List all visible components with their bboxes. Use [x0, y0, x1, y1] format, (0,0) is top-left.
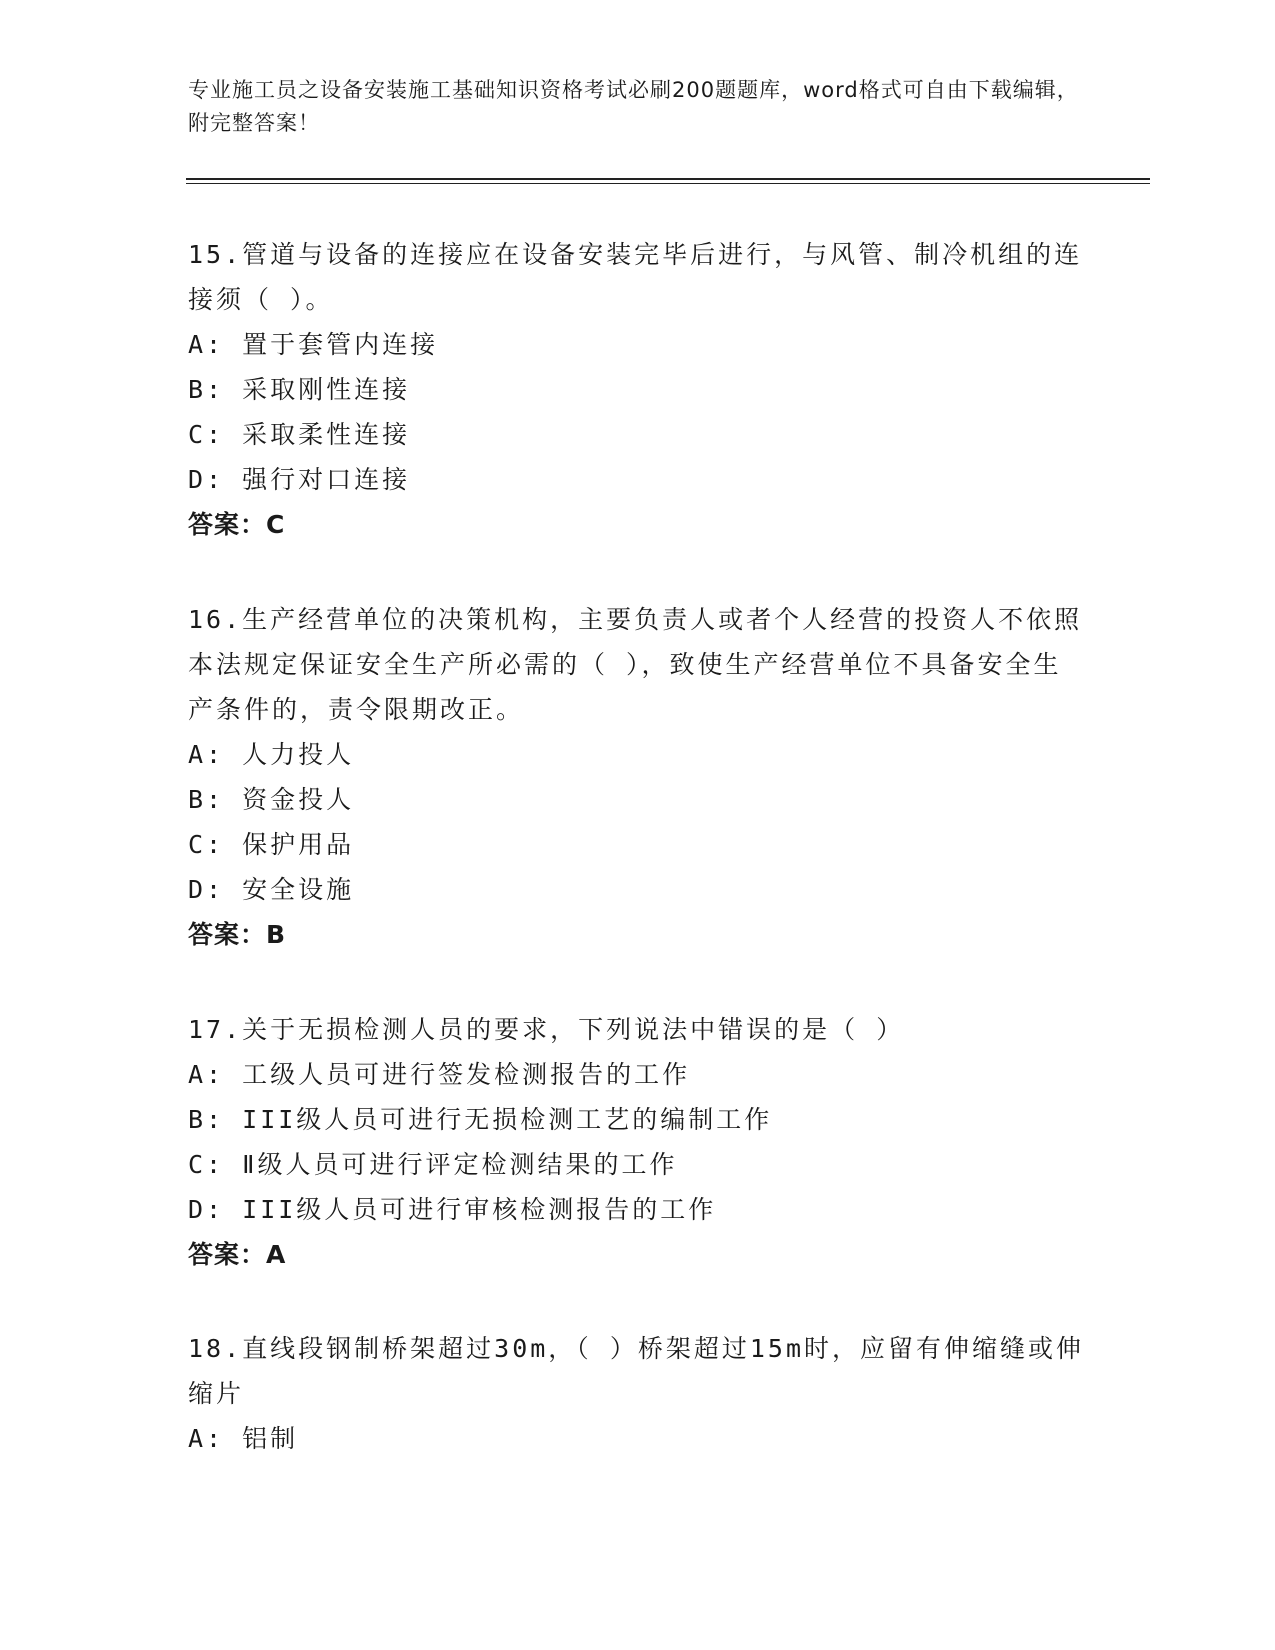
option-c: C: 保护用品 — [188, 830, 355, 859]
question-stem: 18.直线段钢制桥架超过30m，（ ）桥架超过15m时，应留有伸缩缝或伸缩片 — [188, 1334, 1085, 1408]
option-b: B: 资金投人 — [188, 785, 355, 814]
option-c: C: 采取柔性连接 — [188, 420, 411, 449]
option-a: A: 人力投人 — [188, 740, 355, 769]
option-a: A: 工级人员可进行签发检测报告的工作 — [188, 1060, 691, 1089]
question-17 — [188, 1007, 1088, 1277]
question-stem: 15.管道与设备的连接应在设备安装完毕后进行，与风管、制冷机组的连接须（ ）。 — [188, 240, 1083, 314]
question-18 — [188, 1326, 1088, 1461]
question-16 — [188, 597, 1088, 957]
question-15 — [188, 232, 1088, 547]
header-divider-thick — [186, 178, 1150, 180]
answer: 答案：B — [188, 920, 287, 949]
answer: 答案：C — [188, 510, 286, 539]
answer: 答案：A — [188, 1240, 287, 1269]
option-b: B: 采取刚性连接 — [188, 375, 411, 404]
option-d: D: III级人员可进行审核检测报告的工作 — [188, 1195, 717, 1224]
option-a: A: 铝制 — [188, 1424, 299, 1453]
option-d: D: 强行对口连接 — [188, 465, 411, 494]
option-b: B: III级人员可进行无损检测工艺的编制工作 — [188, 1105, 773, 1134]
question-stem: 16.生产经营单位的决策机构，主要负责人或者个人经营的投资人不依照本法规定保证安全生产所必需的（ ），致使生产经营单位不具备安全生产条件的，责令限期改正。 — [188, 605, 1083, 724]
header-divider-thin — [186, 183, 1150, 184]
option-a: A: 置于套管内连接 — [188, 330, 439, 359]
option-d: D: 安全设施 — [188, 875, 355, 904]
option-c: C: Ⅱ级人员可进行评定检测结果的工作 — [188, 1150, 678, 1179]
document-header: 专业施工员之设备安装施工基础知识资格考试必刷200题题库，word格式可自由下载编辑，附完整答案！ — [188, 78, 1079, 135]
question-stem: 17.关于无损检测人员的要求，下列说法中错误的是（ ） — [188, 1015, 905, 1044]
